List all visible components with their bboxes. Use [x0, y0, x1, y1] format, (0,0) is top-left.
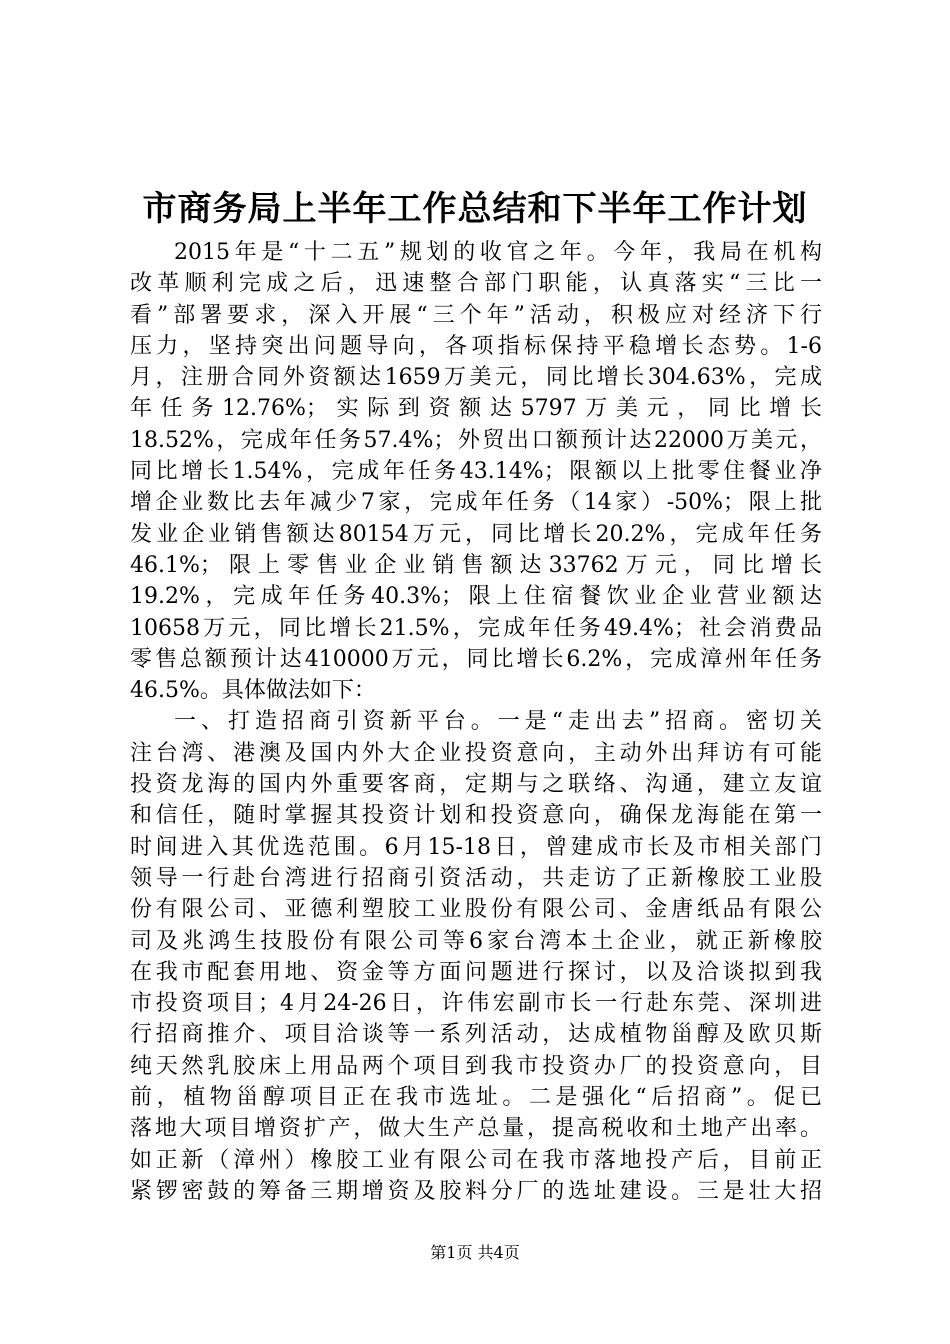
- paragraph-line: 46.5%。具体做法如下：: [130, 678, 376, 704]
- paragraph-line: 如正新（漳州）橡胶工业有限公司在我市落地投产后，目前正: [130, 1147, 822, 1173]
- paragraph-line: 和信任，随时掌握其投资计划和投资意向，确保龙海能在第一: [130, 803, 822, 829]
- paragraph-line: 投资龙海的国内外重要客商，定期与之联络、沟通，建立友谊: [130, 772, 822, 798]
- paragraph-line: 落地大项目增资扩产，做大生产总量，提高税收和土地产出率。: [130, 1116, 822, 1142]
- document-title: 市商务局上半年工作总结和下半年工作计划: [142, 189, 808, 229]
- paragraph-line: 同比增长1.54%，完成年任务43.14%；限额以上批零住餐业净: [130, 459, 822, 485]
- document-body: [130, 237, 822, 1207]
- paragraph-line: 紧锣密鼓的筹备三期增资及胶料分厂的选址建设。三是壮大招: [130, 1178, 822, 1204]
- paragraph-line: 46.1%；限上零售业企业销售额达33762万元，同比增长: [130, 552, 822, 578]
- paragraph-line: 领导一行赴台湾进行招商引资活动，共走访了正新橡胶工业股: [130, 865, 822, 891]
- paragraph-line: 月，注册合同外资额达1659万美元，同比增长304.63%，完成: [130, 365, 822, 391]
- paragraph-line: 19.2%，完成年任务40.3%；限上住宿餐饮业企业营业额达: [130, 584, 822, 610]
- paragraph-line: 纯天然乳胶床上用品两个项目到我市投资办厂的投资意向，目: [130, 1053, 822, 1079]
- paragraph-line: 2015年是“十二五”规划的收官之年。今年，我局在机构: [174, 240, 822, 265]
- paragraph-line: 零售总额预计达410000万元，同比增长6.2%，完成漳州年任务: [130, 646, 822, 672]
- paragraph-line: 司及兆鸿生技股份有限公司等6家台湾本土企业，就正新橡胶: [130, 928, 822, 954]
- paragraph-line: 时间进入其优选范围。6月15-18日，曾建成市长及市相关部门: [130, 834, 822, 860]
- paragraph-line: 市投资项目；4月24-26日，许伟宏副市长一行赴东莞、深圳进: [130, 991, 822, 1017]
- paragraph-line: 前，植物甾醇项目正在我市选址。二是强化“后招商”。促已: [130, 1085, 822, 1111]
- paragraph-line: 行招商推介、项目洽谈等一系列活动，达成植物甾醇及欧贝斯: [130, 1022, 822, 1048]
- paragraph-line: 在我市配套用地、资金等方面问题进行探讨，以及洽谈拟到我: [130, 959, 822, 985]
- page-number-footer: 第1页 共4页: [430, 1243, 520, 1262]
- paragraph-line: 年任务12.76%；实际到资额达5797万美元，同比增长: [130, 396, 822, 422]
- paragraph-line: 压力，坚持突出问题导向，各项指标保持平稳增长态势。1-6: [130, 333, 822, 359]
- paragraph-line: 注台湾、港澳及国内外大企业投资意向，主动外出拜访有可能: [130, 740, 822, 766]
- paragraph-line: 18.52%，完成年任务57.4%；外贸出口额预计达22000万美元，: [130, 427, 822, 453]
- paragraph-line: 份有限公司、亚德利塑胶工业股份有限公司、金唐纸品有限公: [130, 897, 822, 923]
- paragraph-line: 改革顺利完成之后，迅速整合部门职能，认真落实“三比一: [130, 271, 822, 297]
- paragraph-line: 10658万元，同比增长21.5%，完成年任务49.4%；社会消费品: [130, 615, 822, 641]
- paragraph-line: 增企业数比去年减少7家，完成年任务（14家）-50%；限上批: [130, 490, 822, 516]
- paragraph-line: 看”部署要求，深入开展“三个年”活动，积极应对经济下行: [130, 302, 822, 328]
- paragraph-line: 发业企业销售额达80154万元，同比增长20.2%，完成年任务: [130, 521, 822, 547]
- paragraph-line: 一、打造招商引资新平台。一是“走出去”招商。密切关: [174, 709, 822, 735]
